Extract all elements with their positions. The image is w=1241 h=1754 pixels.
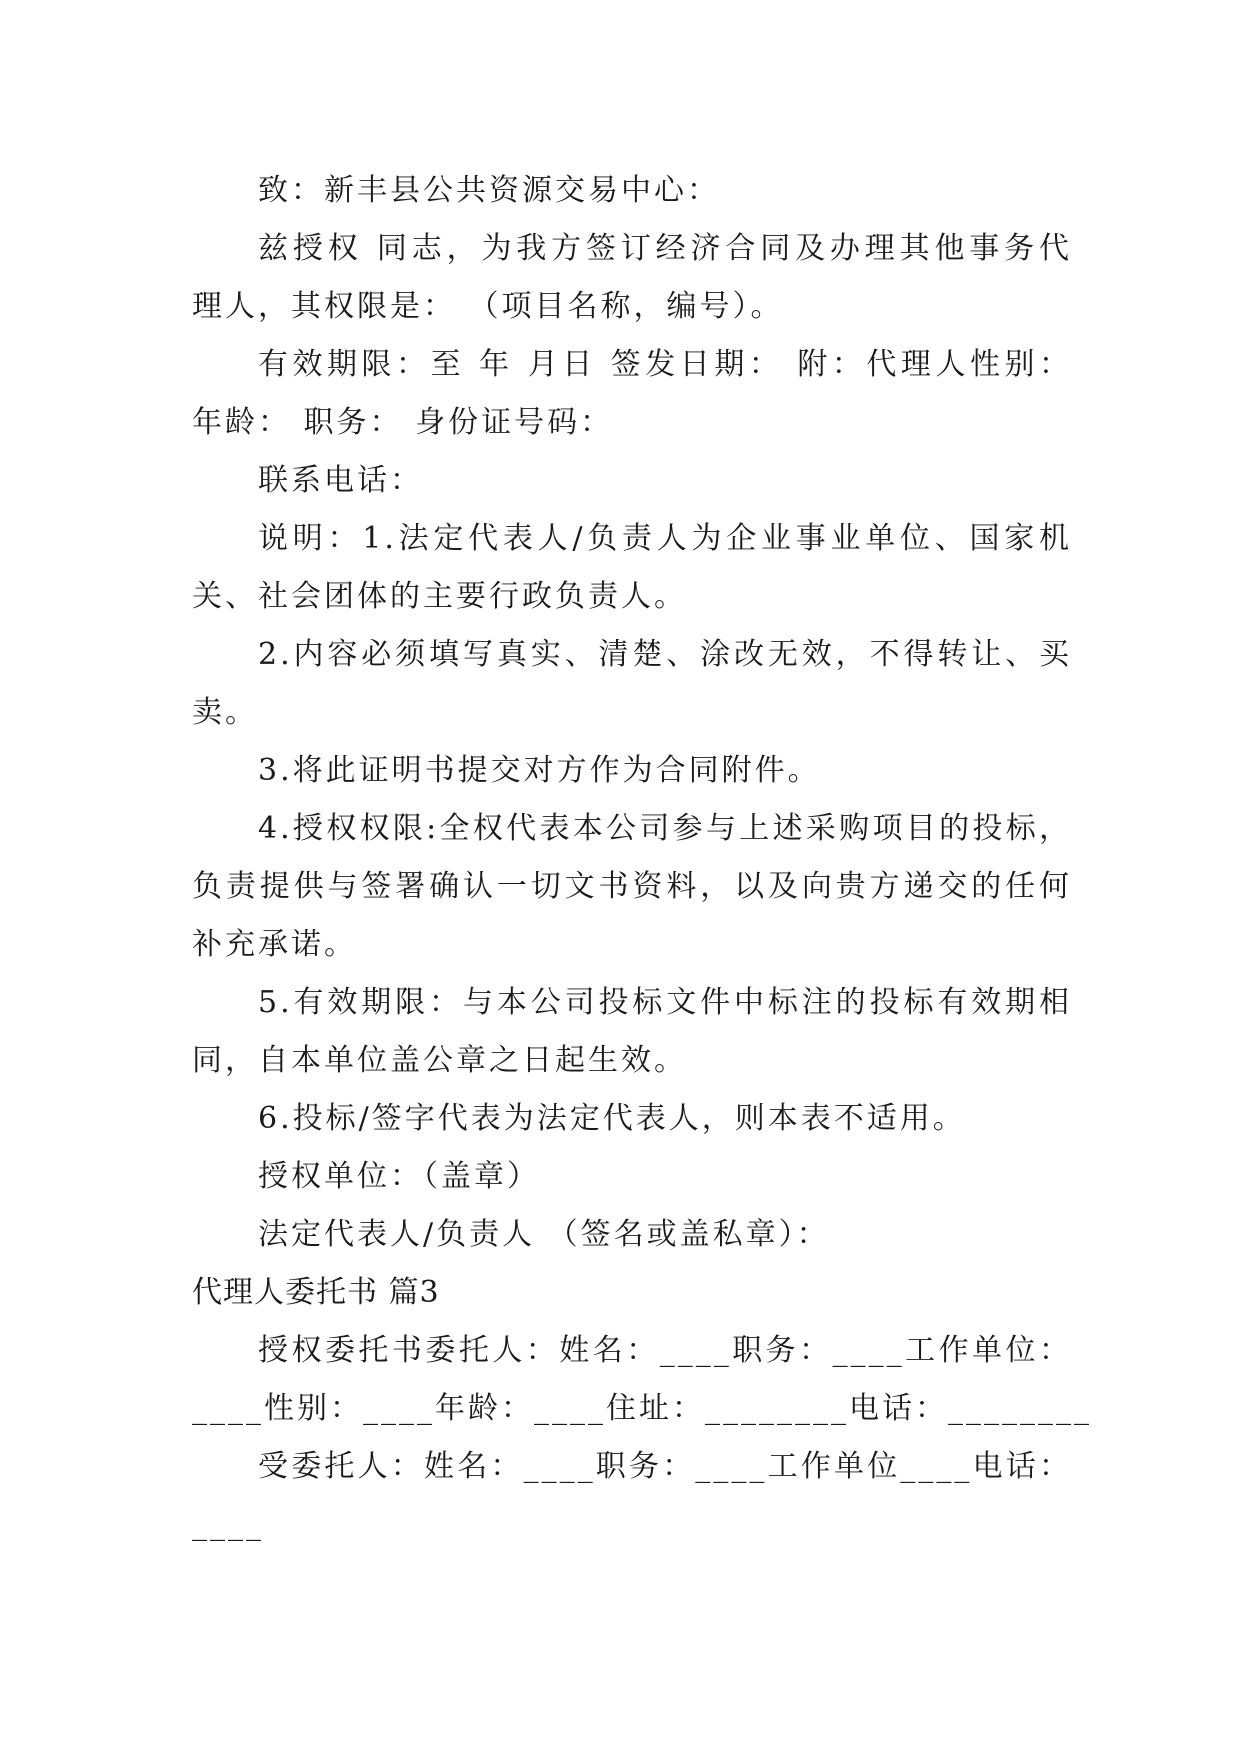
agent-line-1: 受委托人：姓名：____职务：____工作单位____电话：: [258, 1449, 1072, 1484]
note-1-line-1: 说明：1.法定代表人/负责人为企业事业单位、国家机: [258, 521, 1072, 556]
note-5-line-2: 同，自本单位盖公章之日起生效。: [192, 1043, 687, 1078]
legal-representative-line: 法定代表人/负责人 （签名或盖私章）：: [258, 1217, 830, 1252]
principal-line-2: ____性别：____年龄：____住址：________电话：________: [192, 1391, 1092, 1426]
note-4-line-1: 4.授权权限:全权代表本公司参与上述采购项目的投标，: [258, 811, 1072, 846]
authorization-line-2: 理人，其权限是： （项目名称，编号）。: [192, 289, 784, 324]
authorization-line-1: 兹授权 同志，为我方签订经济合同及办理其他事务代: [258, 231, 1072, 266]
validity-line-2: 年龄： 职务： 身份证号码：: [192, 405, 614, 440]
validity-line-1: 有效期限：至 年 月日 签发日期： 附：代理人性别：: [258, 347, 1072, 382]
document-page: [192, 162, 1092, 1554]
note-4-line-3: 补充承诺。: [192, 927, 357, 962]
note-5-line-1: 5.有效期限：与本公司投标文件中标注的投标有效期相: [258, 985, 1072, 1020]
note-2-line-2: 卖。: [192, 695, 258, 730]
phone-line: 联系电话：: [258, 463, 423, 498]
note-1-line-2: 关、社会团体的主要行政负责人。: [192, 579, 687, 614]
note-2-line-1: 2.内容必须填写真实、清楚、涂改无效，不得转让、买: [258, 637, 1072, 672]
principal-line-1: 授权委托书委托人：姓名：____职务：____工作单位：: [258, 1333, 1072, 1368]
addressee-line: 致：新丰县公共资源交易中心：: [258, 173, 720, 208]
agent-line-2: ____: [192, 1507, 264, 1542]
section-heading: 代理人委托书 篇3: [192, 1275, 440, 1310]
note-6-line: 6.投标/签字代表为法定代表人，则本表不适用。: [258, 1101, 966, 1136]
note-3-line: 3.将此证明书提交对方作为合同附件。: [258, 753, 821, 788]
authorizing-unit-line: 授权单位：（盖章）: [258, 1159, 540, 1194]
note-4-line-2: 负责提供与签署确认一切文书资料，以及向贵方递交的任何: [192, 869, 1072, 904]
